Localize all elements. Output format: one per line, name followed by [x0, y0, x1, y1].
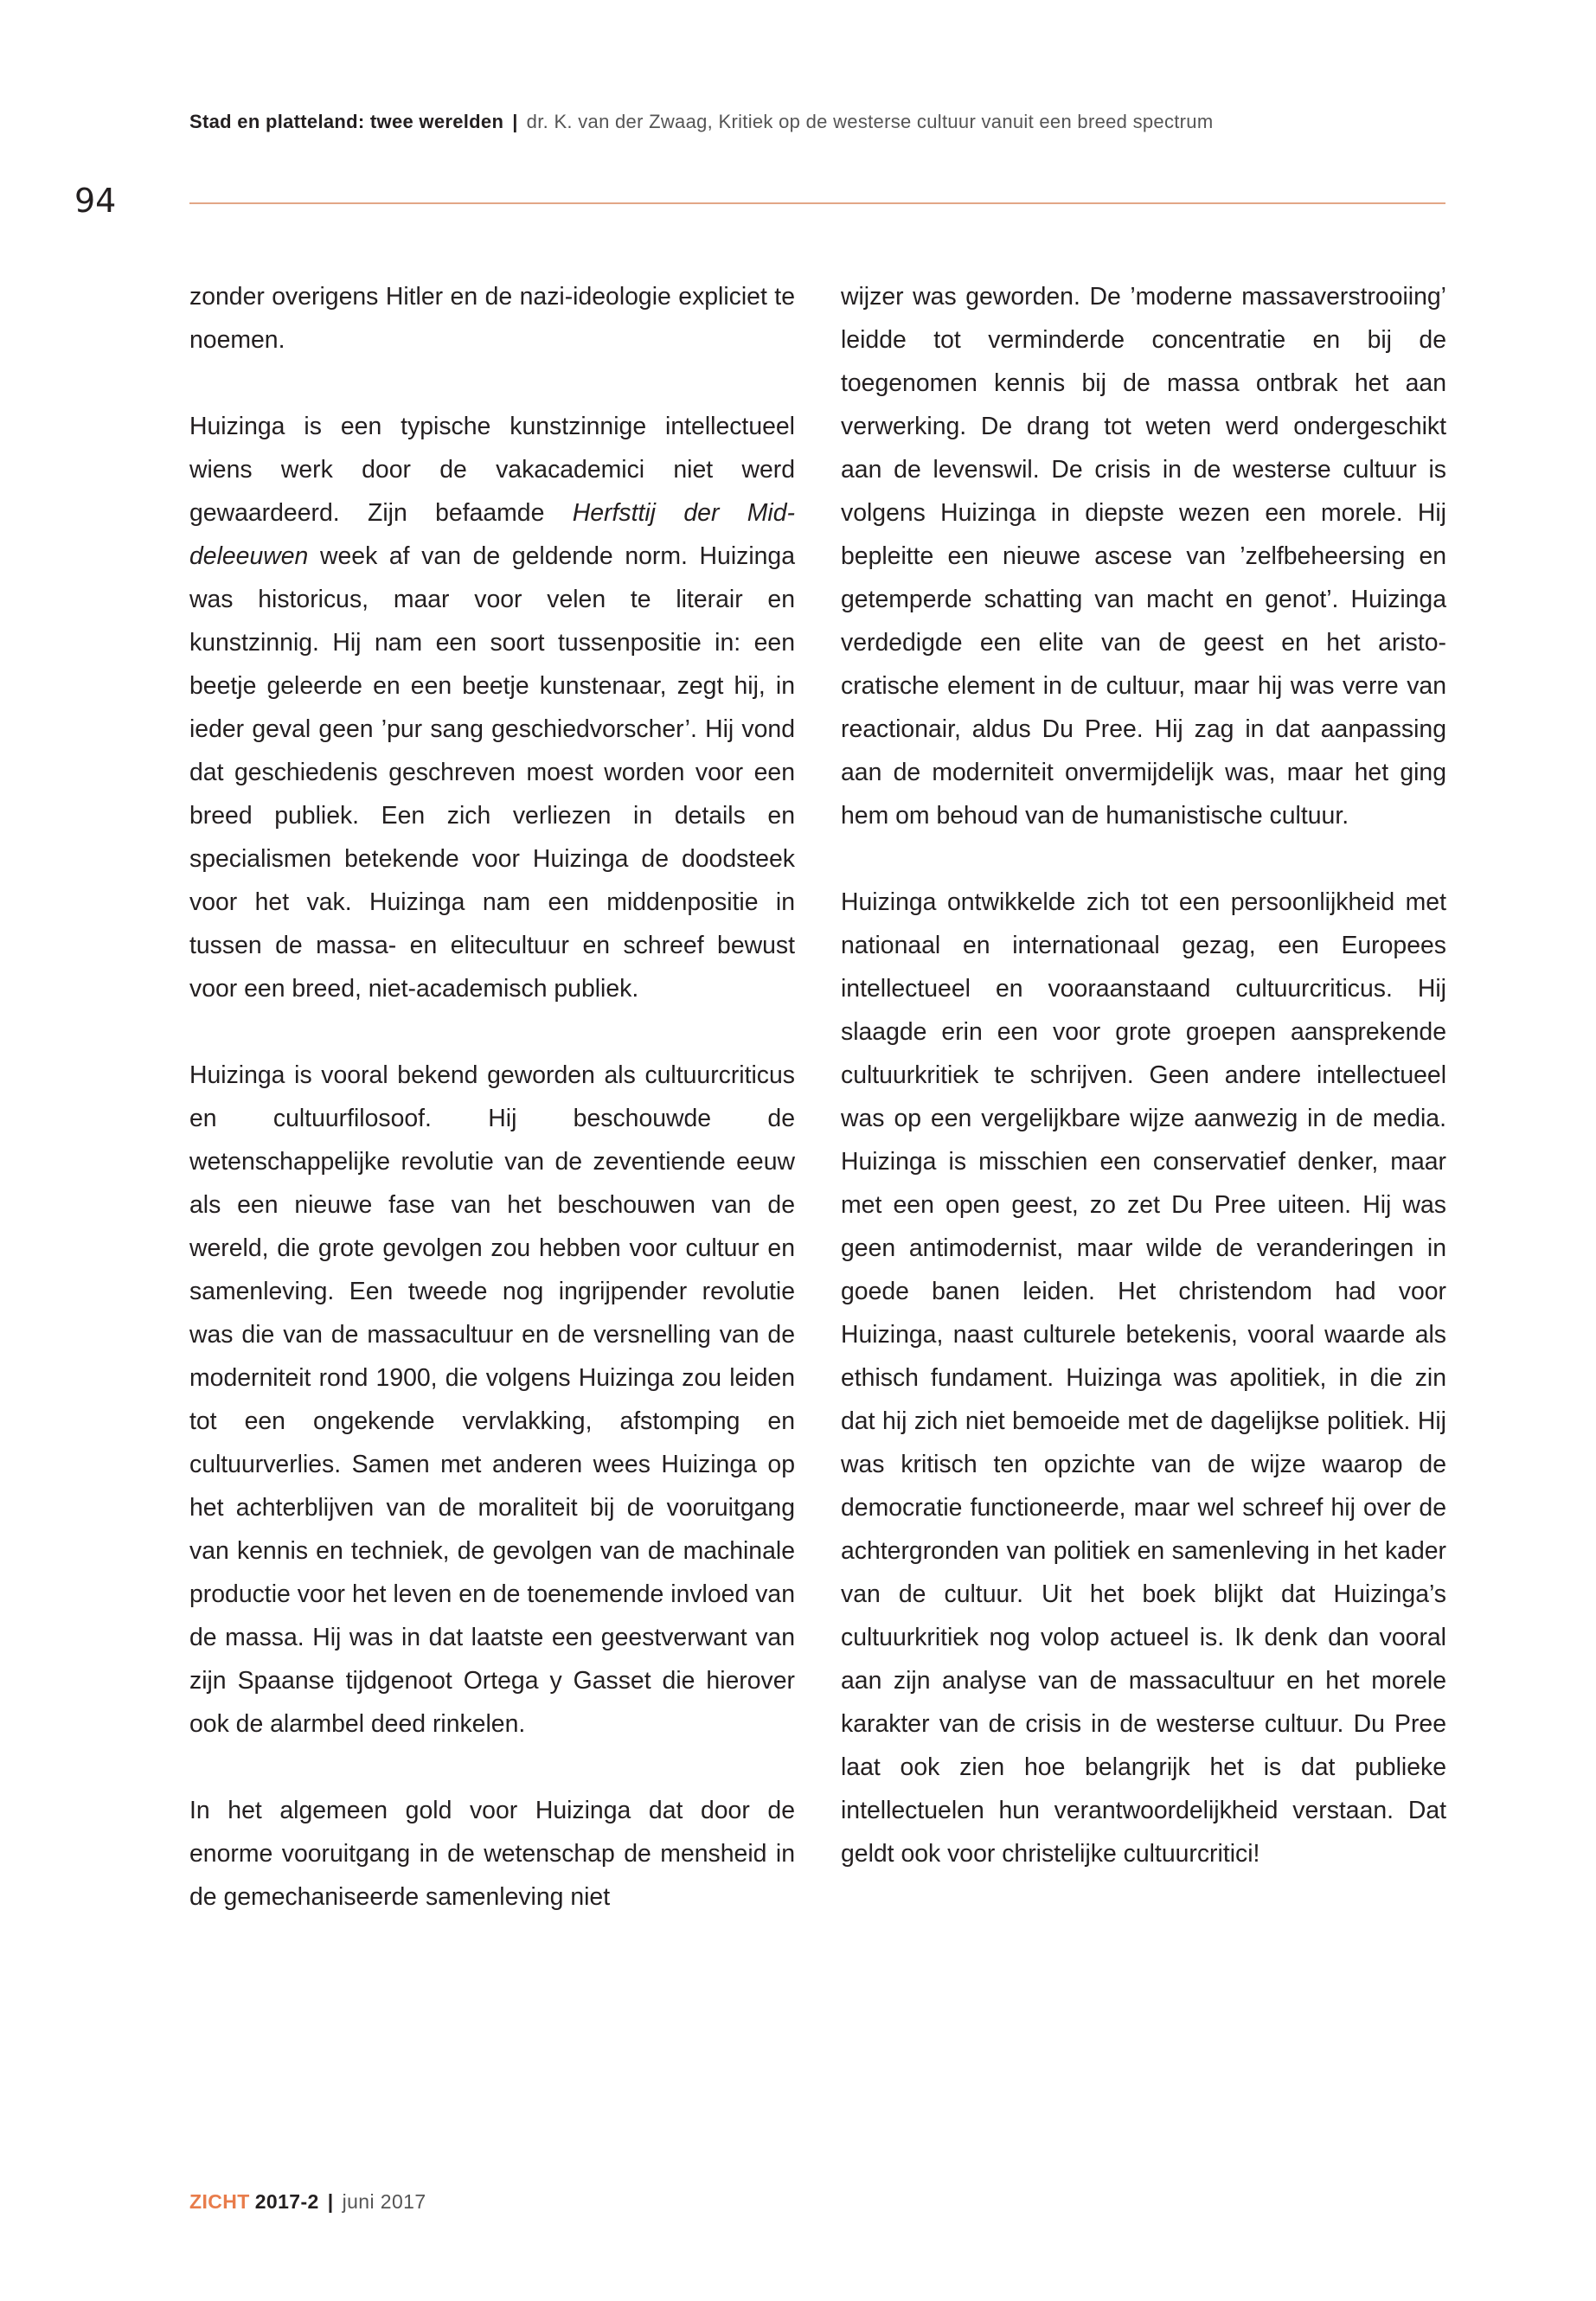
left-paragraph-3: Huizinga is vooral bekend geworden als cultuurcriticus en cultuurfilosoof. Hij beschouwde de wetenschappelijke revolutie van de zeventiende eeuw als een nieuwe fase van het beschouwen van de wereld, die grote gevolgen zou hebben voor cultuur en samenleving. Een tweede nog ingrijpender revolutie was die van de massacultuur en de versnelling van de moderniteit rond 1900, die volgens Huizinga zou leiden tot een ongekende vervlakking, afstomping en cultuurverlies. Samen met anderen wees Huizinga op het achterblijven van de moraliteit bij de vooruitgang van kennis en techniek, de gevolgen van de machinale productie voor het leven en de toenemende invloed van de massa. Hij was in dat laatste een geestverwant van zijn Spaanse tijdgenoot Ortega y Gasset die hierover ook de alarmbel deed rinkelen. [189, 1061, 795, 1738]
left-paragraph-2-start: Huizinga is een typische kunstzinnige intellectueel wiens werk door de vakacademici niet werd gewaardeerd. Zijn befaamde [189, 413, 795, 527]
magazine-brand: ZICHT [189, 2190, 250, 2213]
header-divider [189, 202, 1445, 204]
left-paragraph-2 [189, 405, 795, 1010]
left-paragraph-4: In het algemeen gold voor Huizinga dat door de enorme vooruitgang in de wetenschap de mensheid in de gemechaniseerde samenleving niet [189, 1797, 795, 1911]
section-title: Stad en platteland: twee werelden [189, 111, 504, 132]
issue-number: 2017-2 [254, 2190, 319, 2213]
left-column [189, 275, 795, 1919]
right-column [841, 275, 1446, 1875]
running-header [189, 111, 1213, 133]
footer-separator: | [327, 2190, 334, 2213]
page-number: 94 [74, 182, 117, 220]
right-paragraph-1: wijzer was geworden. De ’moderne massaverstrooiing’ leidde tot verminderde concentratie en bij de toegenomen kennis bij de massa ontbrak het aan verwerking. De drang tot weten werd ondergeschikt aan de levenswil. De crisis in de westerse cultuur is volgens Huizinga in diepste wezen een morele. Hij bepleitte een nieuwe ascese van ’zelfbeheersing en getemperde schatting van macht en genot’. Huizinga verdedigde een elite van de geest en het aristocratische element in de cultuur, maar hij was verre van reactionair, aldus Du Pree. Hij zag in dat aanpassing aan de moderniteit onvermijdelijk was, maar het ging hem om behoud van de humanistische cultuur. [841, 283, 1446, 830]
header-separator: | [512, 111, 518, 132]
left-paragraph-1: zonder overigens Hitler en de nazi-ideologie expliciet te noemen. [189, 283, 795, 354]
issue-date: juni 2017 [342, 2190, 426, 2213]
author-line: dr. K. van der Zwaag, Kritiek op de westerse cultuur vanuit een breed spectrum [526, 111, 1214, 132]
right-paragraph-2: Huizinga ontwikkelde zich tot een persoonlijkheid met nationaal en internationaal gezag, een Europees intellectueel en vooraanstaand cultuurcriticus. Hij slaagde erin een voor grote groepen aansprekende cultuurkritiek te schrijven. Geen andere intellectueel was op een vergelijkbare wijze aanwezig in de media. Huizinga is misschien een conservatief denker, maar met een open geest, zo zet Du Pree uiteen. Hij was geen antimodernist, maar wilde de veranderingen in goede banen leiden. Het christendom had voor Huizinga, naast culturele betekenis, vooral waarde als ethisch fundament. Huizinga was apolitiek, in die zin dat hij zich niet bemoeide met de dagelijkse politiek. Hij was kritisch ten opzichte van de wijze waarop de democratie functioneerde, maar wel schreef hij over de achtergronden van politiek en samenleving in het kader van de cultuur. Uit het boek blijkt dat Huizinga’s cultuurkritiek nog volop actueel is. Ik denk dan vooral aan zijn analyse van de massacultuur en het morele karakter van de crisis in de westerse cultuur. Du Pree laat ook zien hoe belangrijk het is dat publieke intellectuelen hun verantwoordelijkheid verstaan. Dat geldt ook voor christelijke cultuurcritici! [841, 888, 1446, 1868]
left-paragraph-2-end: week af van de geldende norm. Huizinga was historicus, maar voor velen te literair en kunstzinnig. Hij nam een soort tussenpositie in: een beetje geleerde en een beetje kunstenaar, zegt hij, in ieder geval geen ’pur sang geschiedvorscher’. Hij vond dat geschiedenis geschreven moest worden voor een breed publiek. Een zich verliezen in details en specialismen betekende voor Huizinga de doodsteek voor het vak. Huizinga nam een middenpositie in tussen de massa- en elitecultuur en schreef bewust voor een breed, niet-academisch publiek. [189, 542, 795, 1003]
page-footer [189, 2190, 426, 2214]
book-title: Herfsttij der Middeleeuwen [189, 499, 795, 570]
